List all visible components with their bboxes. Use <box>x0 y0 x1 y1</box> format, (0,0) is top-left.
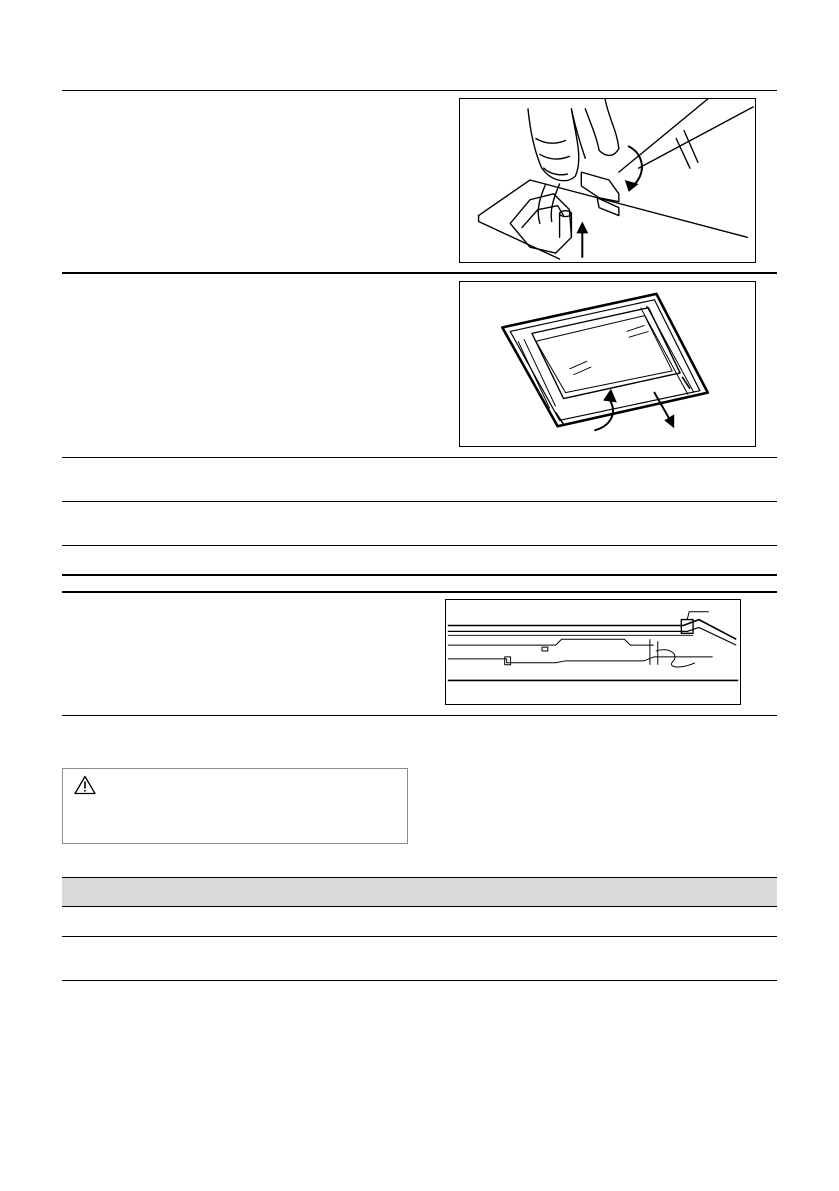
warning-box <box>62 768 408 844</box>
rule-step-2 <box>62 272 777 274</box>
glass-seal-detail-illustration <box>445 599 741 705</box>
door-hinge-illustration <box>459 98 756 263</box>
inner-glass-panel-illustration <box>459 281 756 447</box>
rule-step-6 <box>62 591 777 593</box>
rule-step-4 <box>62 501 777 502</box>
seal-detail-drawing <box>446 600 740 704</box>
rule-top <box>62 90 777 91</box>
table-row-divider <box>62 936 777 937</box>
rule-step-3 <box>62 457 777 458</box>
rule-step-5 <box>62 545 777 546</box>
rule-section-bottom <box>62 715 777 716</box>
door-hinge-drawing <box>460 99 755 262</box>
table-bottom-rule <box>62 980 777 981</box>
rule-section-top <box>62 574 777 576</box>
table-header <box>62 877 777 907</box>
glass-panel-drawing <box>460 282 755 446</box>
warning-triangle-icon <box>74 775 96 795</box>
